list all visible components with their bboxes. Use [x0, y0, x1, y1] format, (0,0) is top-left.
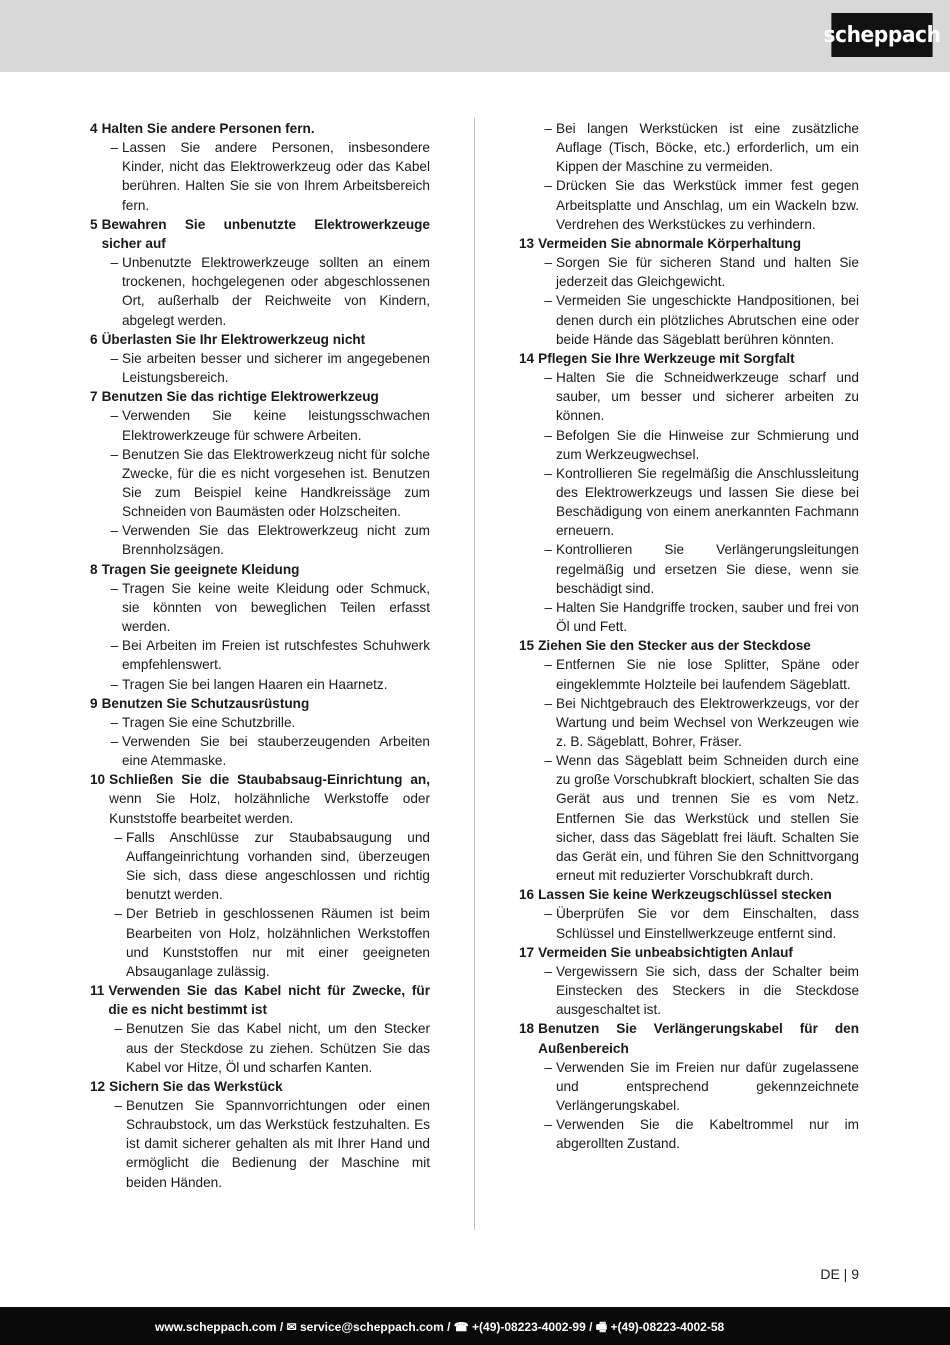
section-number: 15: [519, 638, 535, 654]
list-item: – Halten Sie Handgriffe trocken, sauber und frei von Öl und Fett.: [544, 599, 859, 635]
section-number: 18: [519, 1021, 535, 1037]
page-number: DE | 9: [820, 1266, 859, 1282]
section-number: 7: [90, 389, 98, 405]
list-item: – Verwenden Sie bei stauberzeugenden Arbeiten eine Atemmaske.: [110, 734, 430, 769]
section-number: 11: [90, 983, 105, 999]
section-title: Lassen Sie keine Werkzeugschlüssel stecken: [538, 887, 832, 903]
list-item: – Verwenden Sie das Elektrowerkzeug nicht zum Brennholzsägen.: [110, 523, 430, 558]
list-item: – Benutzen Sie Spannvorrichtungen oder einen Schraubstock, um das Werkstück festzuhalten. Es ist damit sicherer gehalten als mit Ihrer Hand und ermöglicht die Bedienung der Maschine mit beiden Händen.: [114, 1097, 430, 1190]
list-item: – Unbenutzte Elektrowerkzeuge sollten an einem trockenen, hochgelegenen oder abgeschlossenen Ort, außerhalb der Reichweite von Kindern, abgelegt werden.: [110, 255, 430, 328]
section-4: [90, 119, 430, 215]
section-number: 6: [90, 331, 98, 347]
section-12-continued: [519, 119, 859, 234]
list-item: – Der Betrieb in geschlossenen Räumen ist beim Bearbeiten von Holz, holzähnlichen Werkstoffen und Kunststoffen nur mit einer geeigneten Absauganlage zulässig.: [114, 906, 430, 979]
list-item: – Halten Sie die Schneidwerkzeuge scharf und sauber, um besser und sicherer arbeiten zu können.: [544, 370, 859, 424]
section-14: [519, 349, 859, 636]
section-title: Benutzen Sie Verlängerungskabel für den Außenbereich: [538, 1021, 859, 1056]
section-13: [519, 234, 859, 349]
header-bar: [0, 0, 950, 72]
section-title: Bewahren Sie unbenutzte Elektrowerkzeuge sicher auf: [101, 216, 430, 251]
section-number: 14: [519, 350, 535, 366]
list-item: – Lassen Sie andere Personen, insbesondere Kinder, nicht das Elektrowerkzeug oder das Kabel berühren. Halten Sie sie von Ihrem Arbeitsbereich fern.: [110, 140, 430, 213]
list-item: – Verwenden Sie im Freien nur dafür zugelassene und entsprechend gekennzeichnete Verlängerungskabel.: [544, 1059, 859, 1113]
list-item: – Entfernen Sie nie lose Splitter, Späne oder eingeklemmte Holzteile bei laufendem Sägeblatt.: [544, 657, 859, 692]
section-8: [90, 560, 430, 694]
list-item: – Tragen Sie eine Schutzbrille.: [110, 714, 296, 730]
list-item: – Sie arbeiten besser und sicherer im angegebenen Leistungsbereich.: [110, 350, 430, 386]
column-divider: [474, 118, 475, 1230]
section-number: 5: [90, 216, 98, 232]
list-item: – Vermeiden Sie ungeschickte Handpositionen, bei denen durch ein plötzliches Abrutschen eine oder beide Hände das Sägeblatt berühren könnten.: [544, 293, 859, 347]
list-item: – Befolgen Sie die Hinweise zur Schmierung und zum Werkzeugwechsel.: [544, 427, 859, 462]
list-item: – Tragen Sie keine weite Kleidung oder Schmuck, sie könnten von beweglichen Teilen erfasst werden.: [110, 580, 430, 635]
section-9: [90, 694, 430, 771]
section-number: 4: [90, 121, 98, 136]
list-item: – Kontrollieren Sie regelmäßig die Anschlussleitung des Elektrowerkzeugs und lassen Sie diese bei Beschädigung von einem anerkannten Fachmann erneuern.: [544, 465, 859, 539]
section-11: [90, 981, 430, 1077]
section-18: [519, 1019, 859, 1153]
section-title: Benutzen Sie das richtige Elektrowerkzeug: [101, 389, 379, 405]
section-title: Pflegen Sie Ihre Werkzeuge mit Sorgfalt: [538, 350, 795, 366]
section-title: Vermeiden Sie abnormale Körperhaltung: [538, 235, 802, 251]
section-number: 10: [90, 772, 106, 788]
section-title: Tragen Sie geeignete Kleidung: [101, 561, 300, 577]
section-title: Schließen Sie die Staubabsaug-Einrichtung an,: [109, 772, 430, 788]
list-item: – Tragen Sie bei langen Haaren ein Haarnetz.: [110, 676, 388, 692]
left-column: [90, 119, 430, 1192]
list-item: – Drücken Sie das Werkstück immer fest gegen Arbeitsplatte und Anschlag, um ein Wackeln bzw. Verdrehen des Werkstückes zu verhindern.: [544, 178, 859, 232]
list-item: – Benutzen Sie das Kabel nicht, um den Stecker aus der Steckdose zu ziehen. Schützen Sie das Kabel vor Hitze, Öl und scharfen Kanten.: [114, 1021, 430, 1075]
section-title: Halten Sie andere Personen fern.: [101, 121, 315, 136]
scheppach-logo: scheppach: [831, 13, 932, 57]
section-6: [90, 330, 430, 387]
section-number: 13: [519, 235, 535, 251]
section-title: Vermeiden Sie unbeabsichtigten Anlauf: [538, 944, 793, 960]
list-item: – Vergewissern Sie sich, dass der Schalter beim Einstecken des Steckers in die Steckdose ausgeschaltet ist.: [544, 963, 859, 1018]
footer-bar: [0, 1307, 950, 1345]
list-item: – Bei Arbeiten im Freien ist rutschfestes Schuhwerk empfehlenswert.: [110, 638, 430, 673]
section-15: [519, 636, 859, 885]
section-7: [90, 387, 430, 559]
section-12: [90, 1077, 430, 1192]
section-5: [90, 215, 430, 330]
section-17: [519, 943, 859, 1020]
list-item: – Sorgen Sie für sicheren Stand und halten Sie jederzeit das Gleichgewicht.: [544, 255, 859, 290]
list-item: – Überprüfen Sie vor dem Einschalten, dass Schlüssel und Einstellwerkzeuge entfernt sind.: [544, 906, 859, 941]
section-number: 12: [90, 1078, 106, 1094]
section-10: [90, 770, 430, 981]
section-title: Benutzen Sie Schutzausrüstung: [101, 695, 310, 711]
list-item: – Verwenden Sie keine leistungsschwachen Elektrowerkzeuge für schwere Arbeiten.: [110, 408, 430, 443]
list-item: – Kontrollieren Sie Verlängerungsleitungen regelmäßig und ersetzen Sie diese, wenn sie beschädigt sind.: [544, 542, 859, 596]
section-title: Sichern Sie das Werkstück: [109, 1078, 283, 1094]
list-item: – Falls Anschlüsse zur Staubabsaugung und Auffangeinrichtung vorhanden sind, überzeugen Sie sich, dass diese angeschlossen und richtig benutzt werden.: [114, 829, 430, 903]
section-title: Überlasten Sie Ihr Elektrowerkzeug nicht: [101, 331, 366, 347]
section-title: Verwenden Sie das Kabel nicht für Zwecke, für die es nicht bestimmt ist: [108, 983, 430, 1018]
section-number: 9: [90, 695, 98, 711]
list-item: – Wenn das Sägeblatt beim Schneiden durch eine zu große Vorschubkraft blockiert, schalten Sie das Gerät aus und trennen Sie es vom Netz. Entfernen Sie das Werkstück und stellen Sie sicher, dass das Sägeblatt frei läuft. Schalten Sie das Gerät ein, und führen Sie den Schnittvorgang erneut mit reduzierter Vorschubkraft durch.: [544, 753, 859, 884]
section-number: 8: [90, 561, 98, 577]
section-title: Ziehen Sie den Stecker aus der Steckdose: [538, 638, 811, 654]
section-number: 16: [519, 887, 535, 903]
list-item: – Bei langen Werkstücken ist eine zusätzliche Auflage (Tisch, Böcke, etc.) erforderlich, um ein Kippen der Maschine zu vermeiden.: [544, 121, 859, 175]
section-title-tail: wenn Sie Holz, holzähnliche Werkstoffe oder Kunststoffe bearbeitet werden.: [109, 791, 430, 826]
list-item: – Verwenden Sie die Kabeltrommel nur im abgerollten Zustand.: [544, 1117, 859, 1152]
section-16: [519, 885, 859, 942]
section-number: 17: [519, 944, 535, 960]
right-column: [519, 119, 859, 1153]
contact-info: www.scheppach.com / ✉ service@scheppach.com / ☎ +(49)-08223-4002-99 / 🖷 +(49)-08223-4002-58: [155, 1320, 725, 1334]
list-item: – Bei Nichtgebrauch des Elektrowerkzeugs, vor der Wartung und beim Wechsel von Werkzeugen wie z. B. Sägeblatt, Bohrer, Fräser.: [544, 695, 859, 749]
list-item: – Benutzen Sie das Elektrowerkzeug nicht für solche Zwecke, für die es nicht vorgesehen ist. Benutzen Sie zum Beispiel keine Handkreissäge zum Schneiden von Baumästen oder Holzscheiten.: [110, 446, 430, 520]
